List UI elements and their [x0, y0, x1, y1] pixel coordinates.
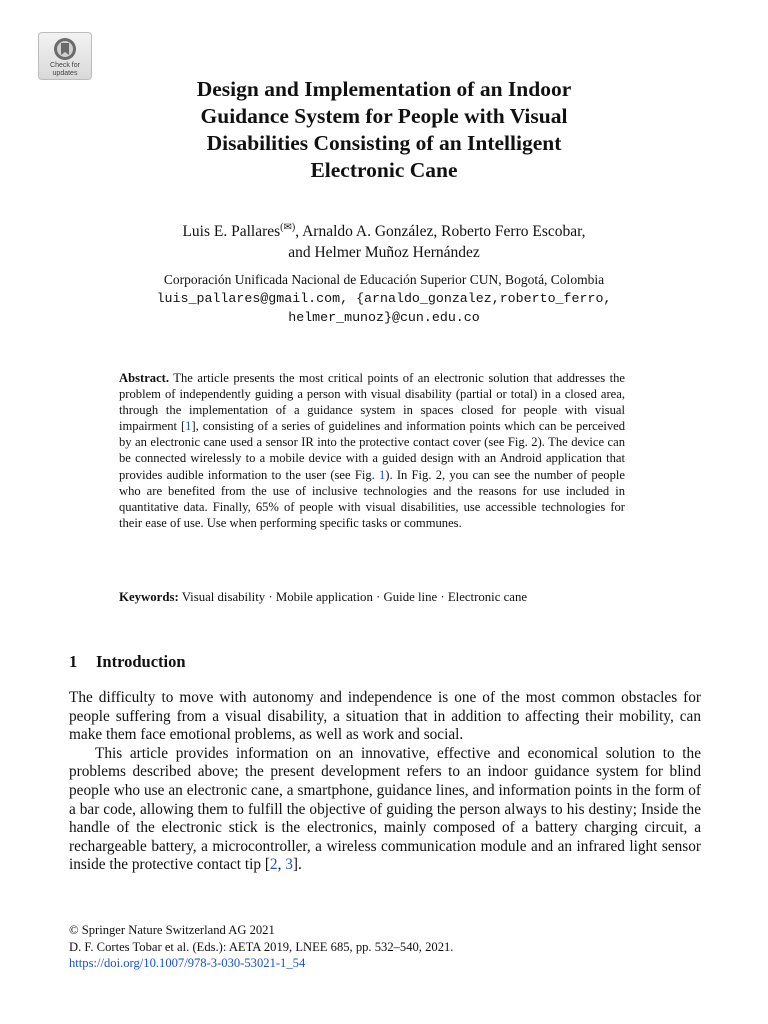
body-text	[69, 689, 701, 875]
abstract-text: ). In Fig. 2, you can see the number of people who are benefited from the use of inclusive technologies and the reasons for use included in quantitative data. Finally, 65% of people with visual disabilities, use accessible technologies for their ease of use. Use when performing specific tasks or communes.	[119, 467, 625, 530]
title-line: Disabilities Consisting of an Intelligent	[206, 131, 562, 155]
section-number: 1	[69, 652, 78, 671]
author-emails	[84, 289, 684, 327]
author-names: , Arnaldo A. González, Roberto Ferro Escobar,	[295, 223, 586, 240]
author-list	[84, 217, 684, 263]
title-line: Guidance System for People with Visual	[200, 104, 568, 128]
figure-link[interactable]: 1	[378, 467, 386, 482]
emails-line[interactable]: luis_pallares@gmail.com, {arnaldo_gonzalez,roberto_ferro,	[156, 291, 612, 306]
paragraph	[69, 745, 701, 875]
badge-label-line1: Check for	[50, 62, 80, 69]
section-heading	[69, 651, 699, 673]
citation-separator: ,	[277, 856, 286, 874]
keywords-label: Keywords:	[119, 590, 179, 604]
abstract-text: ], consisting of a series of guidelines and information points which can be perceived by an electronic cane used a sensor IR into the protective contact cover (see Fig. 2). The device can be connected wirelessly to a mobile device with a guided design with an Android application that provides audible information to the user (see Fig.	[119, 419, 626, 482]
author-name: Luis E. Pallares	[182, 223, 281, 240]
paper-title	[84, 76, 684, 184]
badge-label-line2: updates	[52, 70, 78, 77]
paragraph-text: ].	[292, 856, 302, 874]
footer	[69, 922, 709, 972]
citation-link[interactable]: 2	[269, 856, 278, 874]
keywords	[119, 589, 639, 606]
citation-info: D. F. Cortes Tobar et al. (Eds.): AETA 2019, LNEE 685, pp. 532–540, 2021.	[69, 939, 454, 954]
authors-line1	[84, 217, 684, 242]
paragraph: The difficulty to move with autonomy and independence is one of the most common obstacles for people suffering from a visual disability, a situation that in addition to affecting their mobility, can make them face emotional problems, as well as work and social.	[69, 689, 701, 744]
keywords-text: Visual disability · Mobile application · Guide line · Electronic cane	[181, 590, 528, 604]
title-line: Electronic Cane	[310, 158, 458, 182]
paragraph-text: This article provides information on an innovative, effective and economical solution to the problems described above; the present development refers to an indoor guidance system for blind people who use an electronic cane, a smartphone, guidance lines, and information points in the form of a bar code, allowing them to fulfill the objective of guiding the person always to his destiny; Inside the handle of the electronic stick is the electronics, mainly composed of a battery charging circuit, a rechargeable battery, a microcontroller, a wireless communication module and an infrared light sensor inside the protective contact tip [	[69, 744, 701, 874]
affiliation: Corporación Unificada Nacional de Educación Superior CUN, Bogotá, Colombia	[163, 272, 605, 287]
emails-line[interactable]: helmer_munoz}@cun.edu.co	[288, 310, 480, 325]
copyright: © Springer Nature Switzerland AG 2021	[69, 923, 275, 937]
section-title: Introduction	[96, 652, 186, 671]
title-line: Design and Implementation of an Indoor	[196, 77, 572, 101]
authors-line2: and Helmer Muñoz Hernández	[288, 244, 480, 261]
doi-link[interactable]: https://doi.org/10.1007/978-3-030-53021-1_54	[69, 956, 306, 970]
abstract-text: The article presents the most critical points of an electronic solution that addresses the problem of independently guiding a person with visual disability (partial or total) in a closed area, through the implementation of a guidance system in spaces closed for people with visual impairment [	[119, 371, 625, 434]
abstract-label: Abstract.	[119, 371, 170, 385]
corresponding-author-envelope-icon[interactable]: (✉)	[280, 222, 296, 233]
check-for-updates-badge[interactable]	[38, 32, 92, 80]
citation-link[interactable]: 1	[185, 419, 192, 434]
bookmark-icon	[52, 37, 78, 61]
citation-link[interactable]: 3	[285, 856, 293, 874]
abstract	[119, 370, 625, 531]
